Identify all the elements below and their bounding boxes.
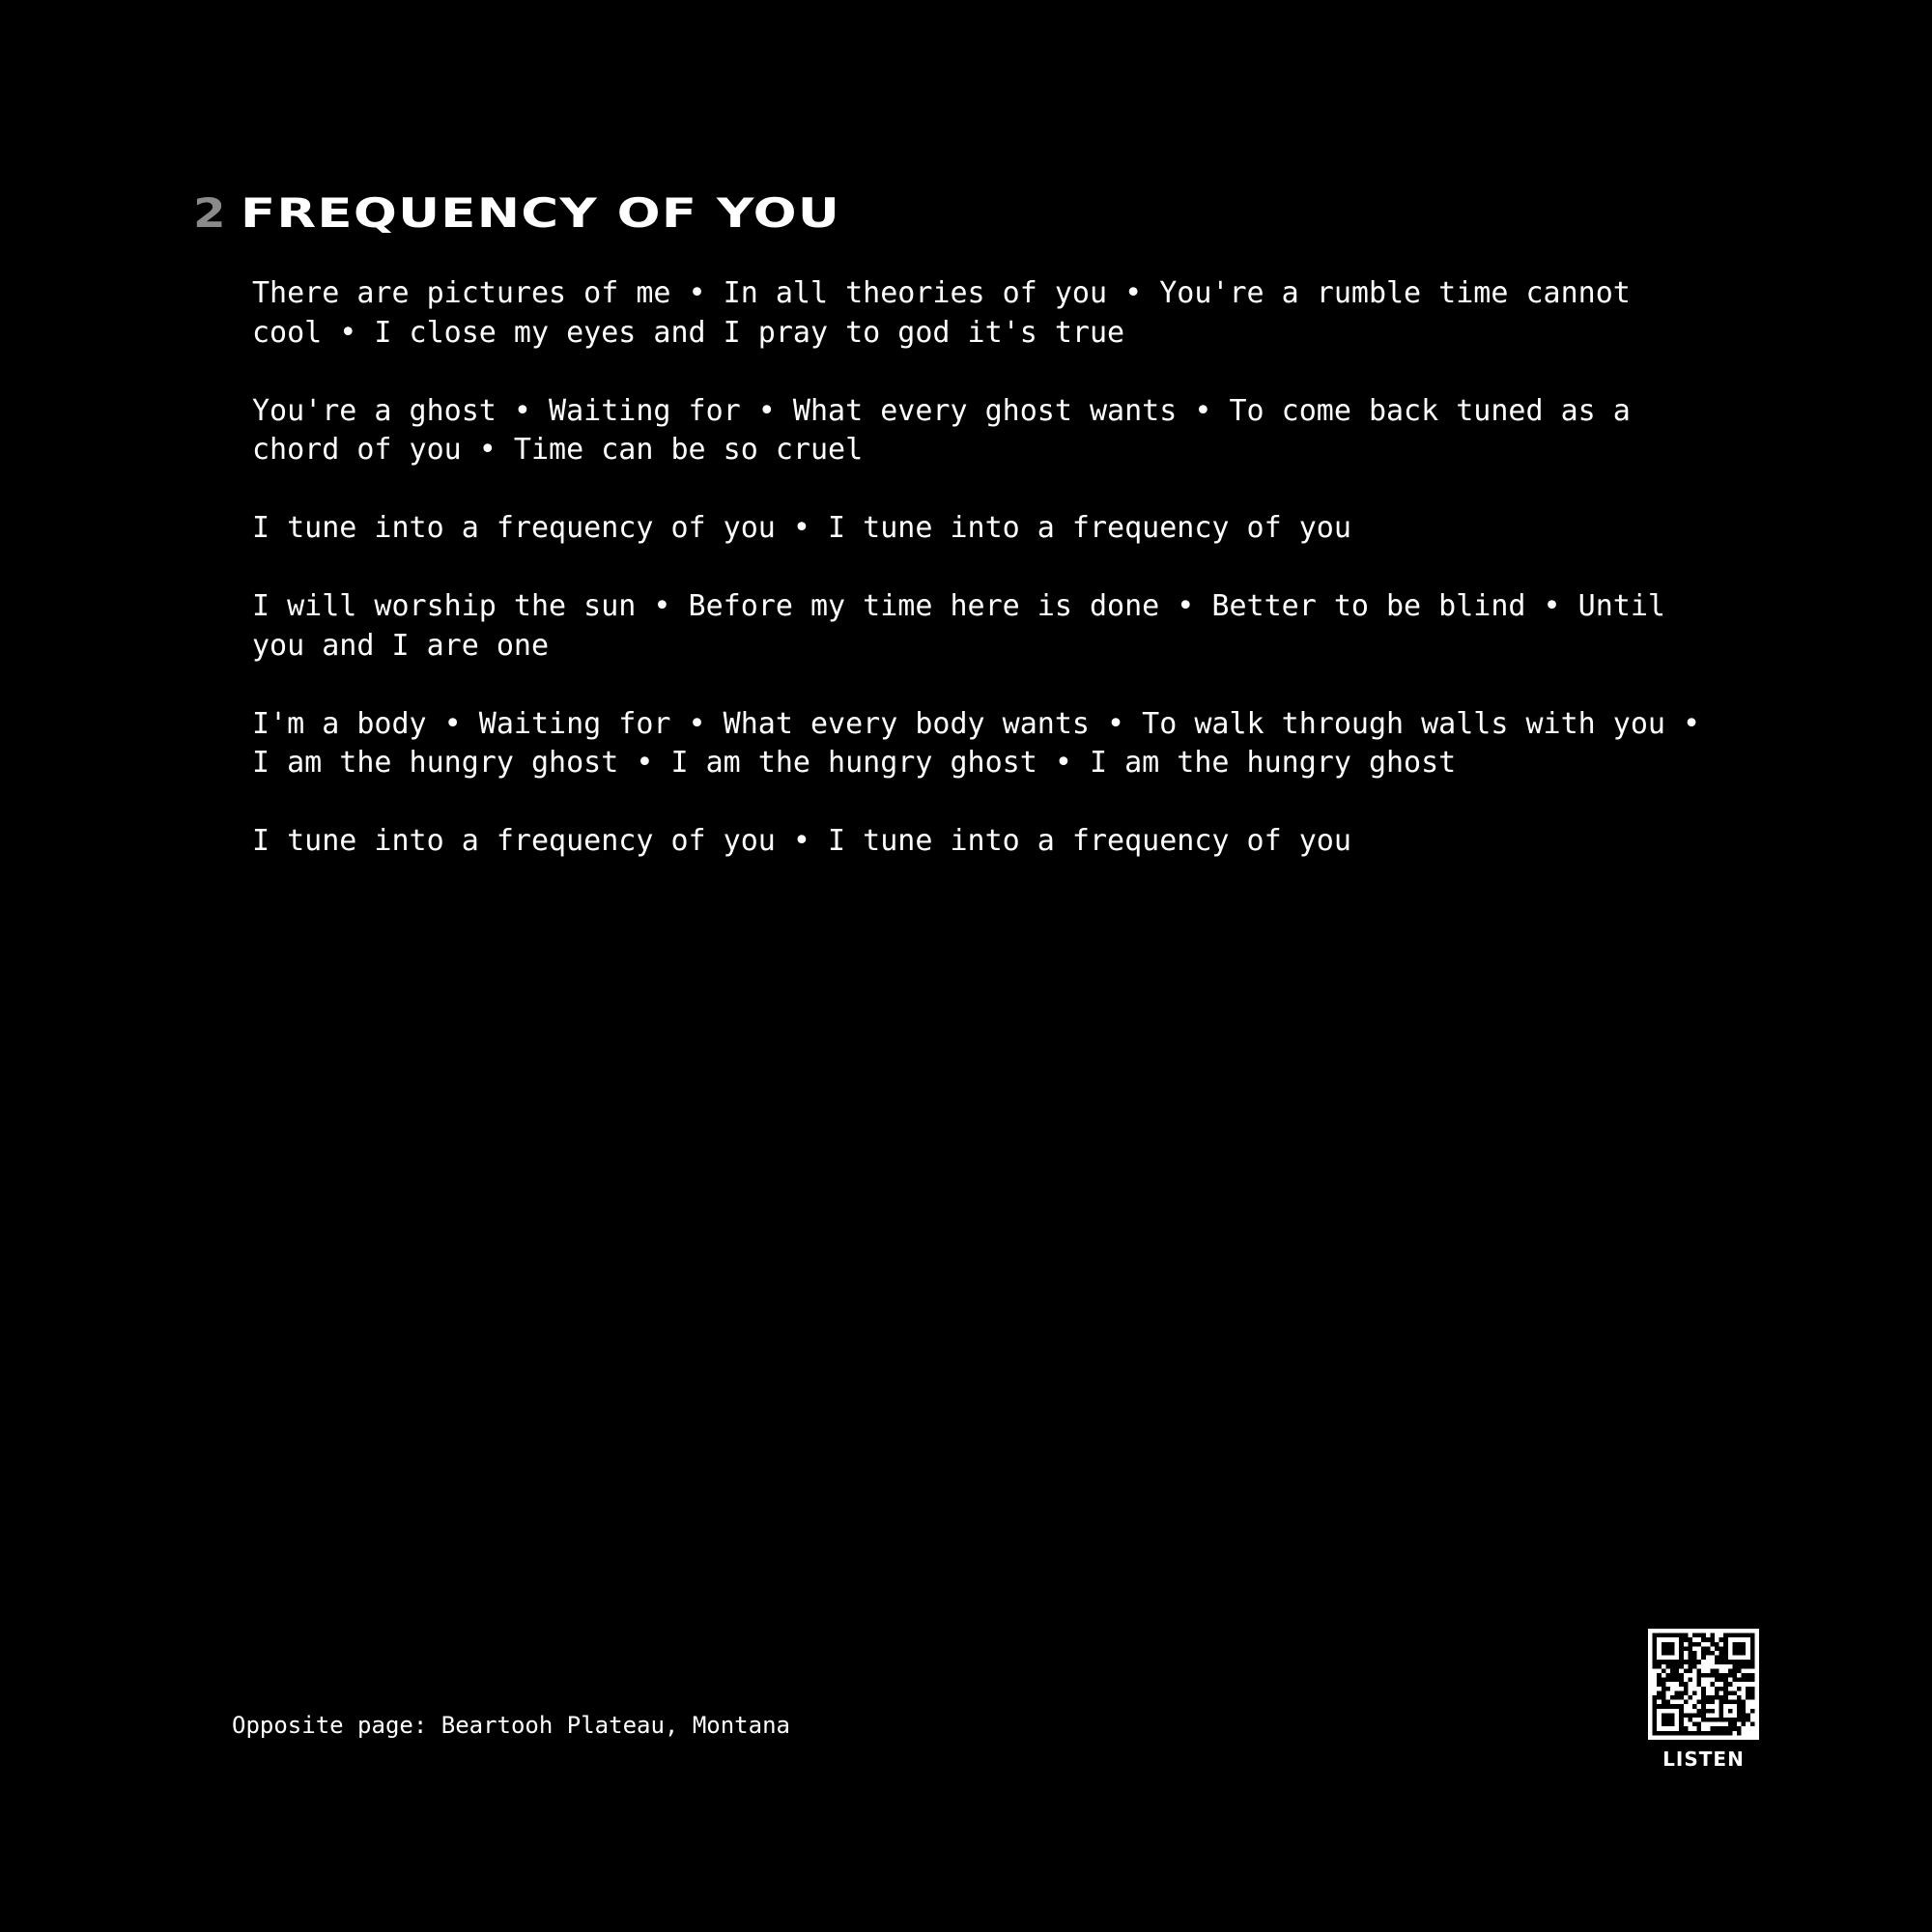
qr-code-icon[interactable]: [1648, 1629, 1759, 1740]
lyrics-verse-3: I will worship the sun • Before my time here is done • Better to be blind • Until you and I are one: [252, 589, 1665, 663]
lyrics-chorus-1: I tune into a frequency of you • I tune into a frequency of you: [252, 511, 1351, 545]
listen-label: LISTEN: [1662, 1747, 1745, 1771]
listen-qr-block[interactable]: [1648, 1629, 1759, 1771]
photo-caption: Opposite page: Beartooh Plateau, Montana: [232, 1712, 790, 1739]
song-header: [193, 189, 841, 237]
track-number: 2: [193, 189, 226, 237]
lyrics-verse-4: I'm a body • Waiting for • What every body wants • To walk through walls with you • I am the hungry ghost • I am the hungry ghost • I am the hungry ghost: [252, 706, 1701, 780]
lyrics-verse-1: There are pictures of me • In all theories of you • You're a rumble time cannot cool • I close my eyes and I pray to god it's true: [252, 276, 1631, 350]
lyrics-verse-2: You're a ghost • Waiting for • What every ghost wants • To come back tuned as a chord of you • Time can be so cruel: [252, 393, 1631, 467]
song-title: FREQUENCY OF YOU: [241, 189, 841, 237]
lyrics: [252, 274, 1759, 900]
lyrics-chorus-2: I tune into a frequency of you • I tune into a frequency of you: [252, 824, 1351, 858]
